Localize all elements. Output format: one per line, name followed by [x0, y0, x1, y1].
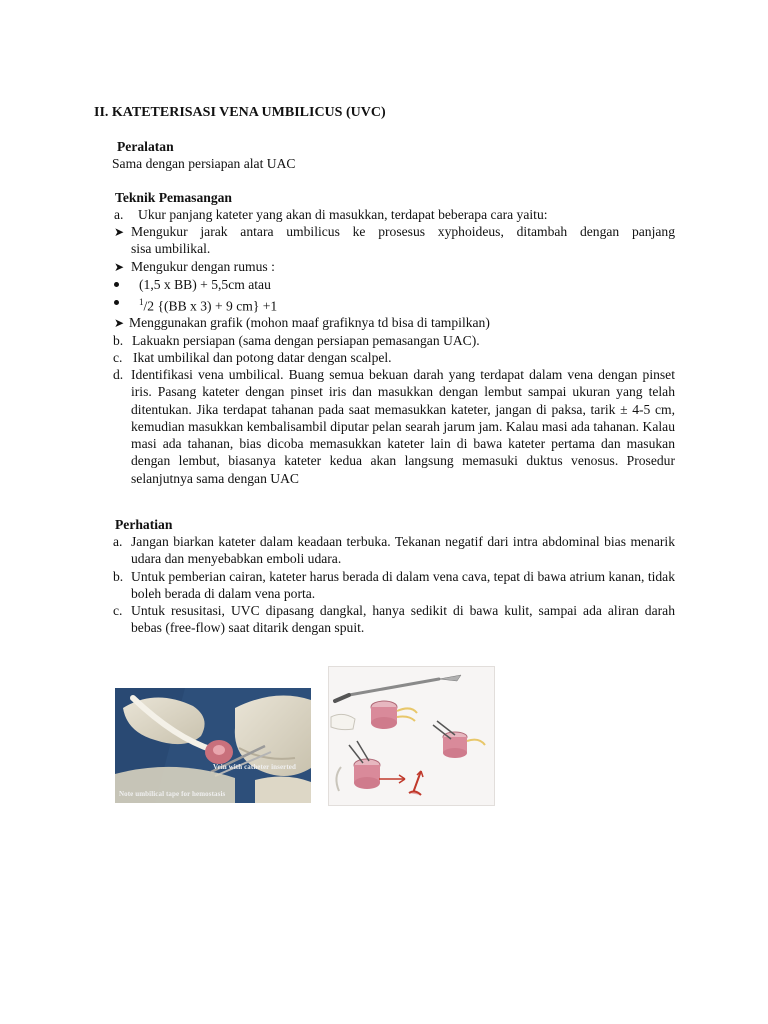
arrow-bullet-icon: ➤ — [114, 260, 125, 274]
list-marker: a. — [114, 207, 124, 222]
teknik-bullet1: (1,5 x BB) + 5,5cm atau — [139, 277, 271, 292]
photo-caption: Vein with catheter inserted — [213, 763, 296, 771]
section-title: II. KATETERISASI VENA UMBILICUS (UVC) — [94, 105, 386, 120]
bullet-dot-icon — [114, 300, 119, 305]
procedure-drawing — [329, 667, 494, 805]
teknik-arrow1-line1: Mengukur jarak antara umbilicus ke prosesus xyphoideus, ditambah dengan panjang — [131, 224, 675, 239]
teknik-item-c: Ikat umbilikal dan potong datar dengan scalpel. — [133, 350, 392, 365]
perhatian-item-c: Untuk resusitasi, UVC dipasang dangkal, hanya sedikit di bawa kulit, sampai ada aliran darah bebas (free-flow) saat ditarik dengan spuit. — [131, 603, 675, 636]
teknik-item-a: Ukur panjang kateter yang akan di masukkan, terdapat beberapa cara yaitu: — [138, 207, 548, 222]
formula-denominator: /2 — [143, 298, 155, 314]
list-marker: b. — [113, 569, 124, 584]
perhatian-item-a: Jangan biarkan kateter dalam keadaan terbuka. Tekanan negatif dari intra abdominal bias menarik udara dan menyebabkan emboli udara. — [131, 534, 675, 567]
list-marker: c. — [113, 603, 123, 618]
formula-rest: {(BB x 3) + 9 cm} +1 — [154, 298, 278, 314]
photo-caption: Note umbilical tape for hemostasis — [119, 790, 226, 798]
teknik-heading: Teknik Pemasangan — [115, 190, 232, 205]
perhatian-item-b: Untuk pemberian cairan, kateter harus berada di dalam vena cava, tepat di bawa atrium kanan, tidak boleh berada di dalam vena porta. — [131, 569, 675, 602]
peralatan-heading: Peralatan — [117, 139, 174, 154]
list-marker: c. — [113, 350, 123, 365]
arrow-bullet-icon: ➤ — [114, 225, 125, 239]
list-marker: d. — [113, 367, 124, 382]
catheter-photo — [115, 688, 311, 803]
teknik-arrow1-line2: sisa umbilikal. — [131, 241, 211, 256]
peralatan-text: Sama dengan persiapan alat UAC — [112, 156, 296, 171]
arrow-bullet-icon: ➤ — [114, 316, 125, 330]
list-marker: a. — [113, 534, 123, 549]
catheter-photo-illustration — [115, 688, 311, 803]
teknik-bullet2 — [139, 294, 277, 315]
formula-numerator: 1 — [139, 297, 144, 307]
teknik-arrow2: Mengukur dengan rumus : — [131, 259, 275, 274]
procedure-illustration — [328, 666, 495, 806]
teknik-item-b: Lakuakn persiapan (sama dengan persiapan pemasangan UAC). — [132, 333, 480, 348]
teknik-item-d: Identifikasi vena umbilical. Buang semua bekuan darah yang terdapat dalam vena dengan pinset iris. Pasang kateter dengan pinset iris dan masukkan dengan lembut sampai ukuran yang telah ditentukan. Jika terdapat tahanan pada saat memasukkan kateter, jangan di paksa, tarik ± 4-5 cm, kemudian masukkan kembalisambil diputar pelan searah jarum jam. Kalau masi ada tahanan. Kalau masi ada tahanan, bias dicoba memasukkan kateter lain di bawa kateter pertama dan masukan dengan lembut, biasanya kateter kedua akan langsung memasuki duktus venosus. Prosedur selanjutnya sama dengan UAC — [131, 367, 675, 486]
bullet-dot-icon — [114, 282, 119, 287]
list-marker: b. — [113, 333, 124, 348]
teknik-arrow3: Menggunakan grafik (mohon maaf grafiknya td bisa di tampilkan) — [129, 315, 490, 330]
perhatian-heading: Perhatian — [115, 517, 173, 532]
